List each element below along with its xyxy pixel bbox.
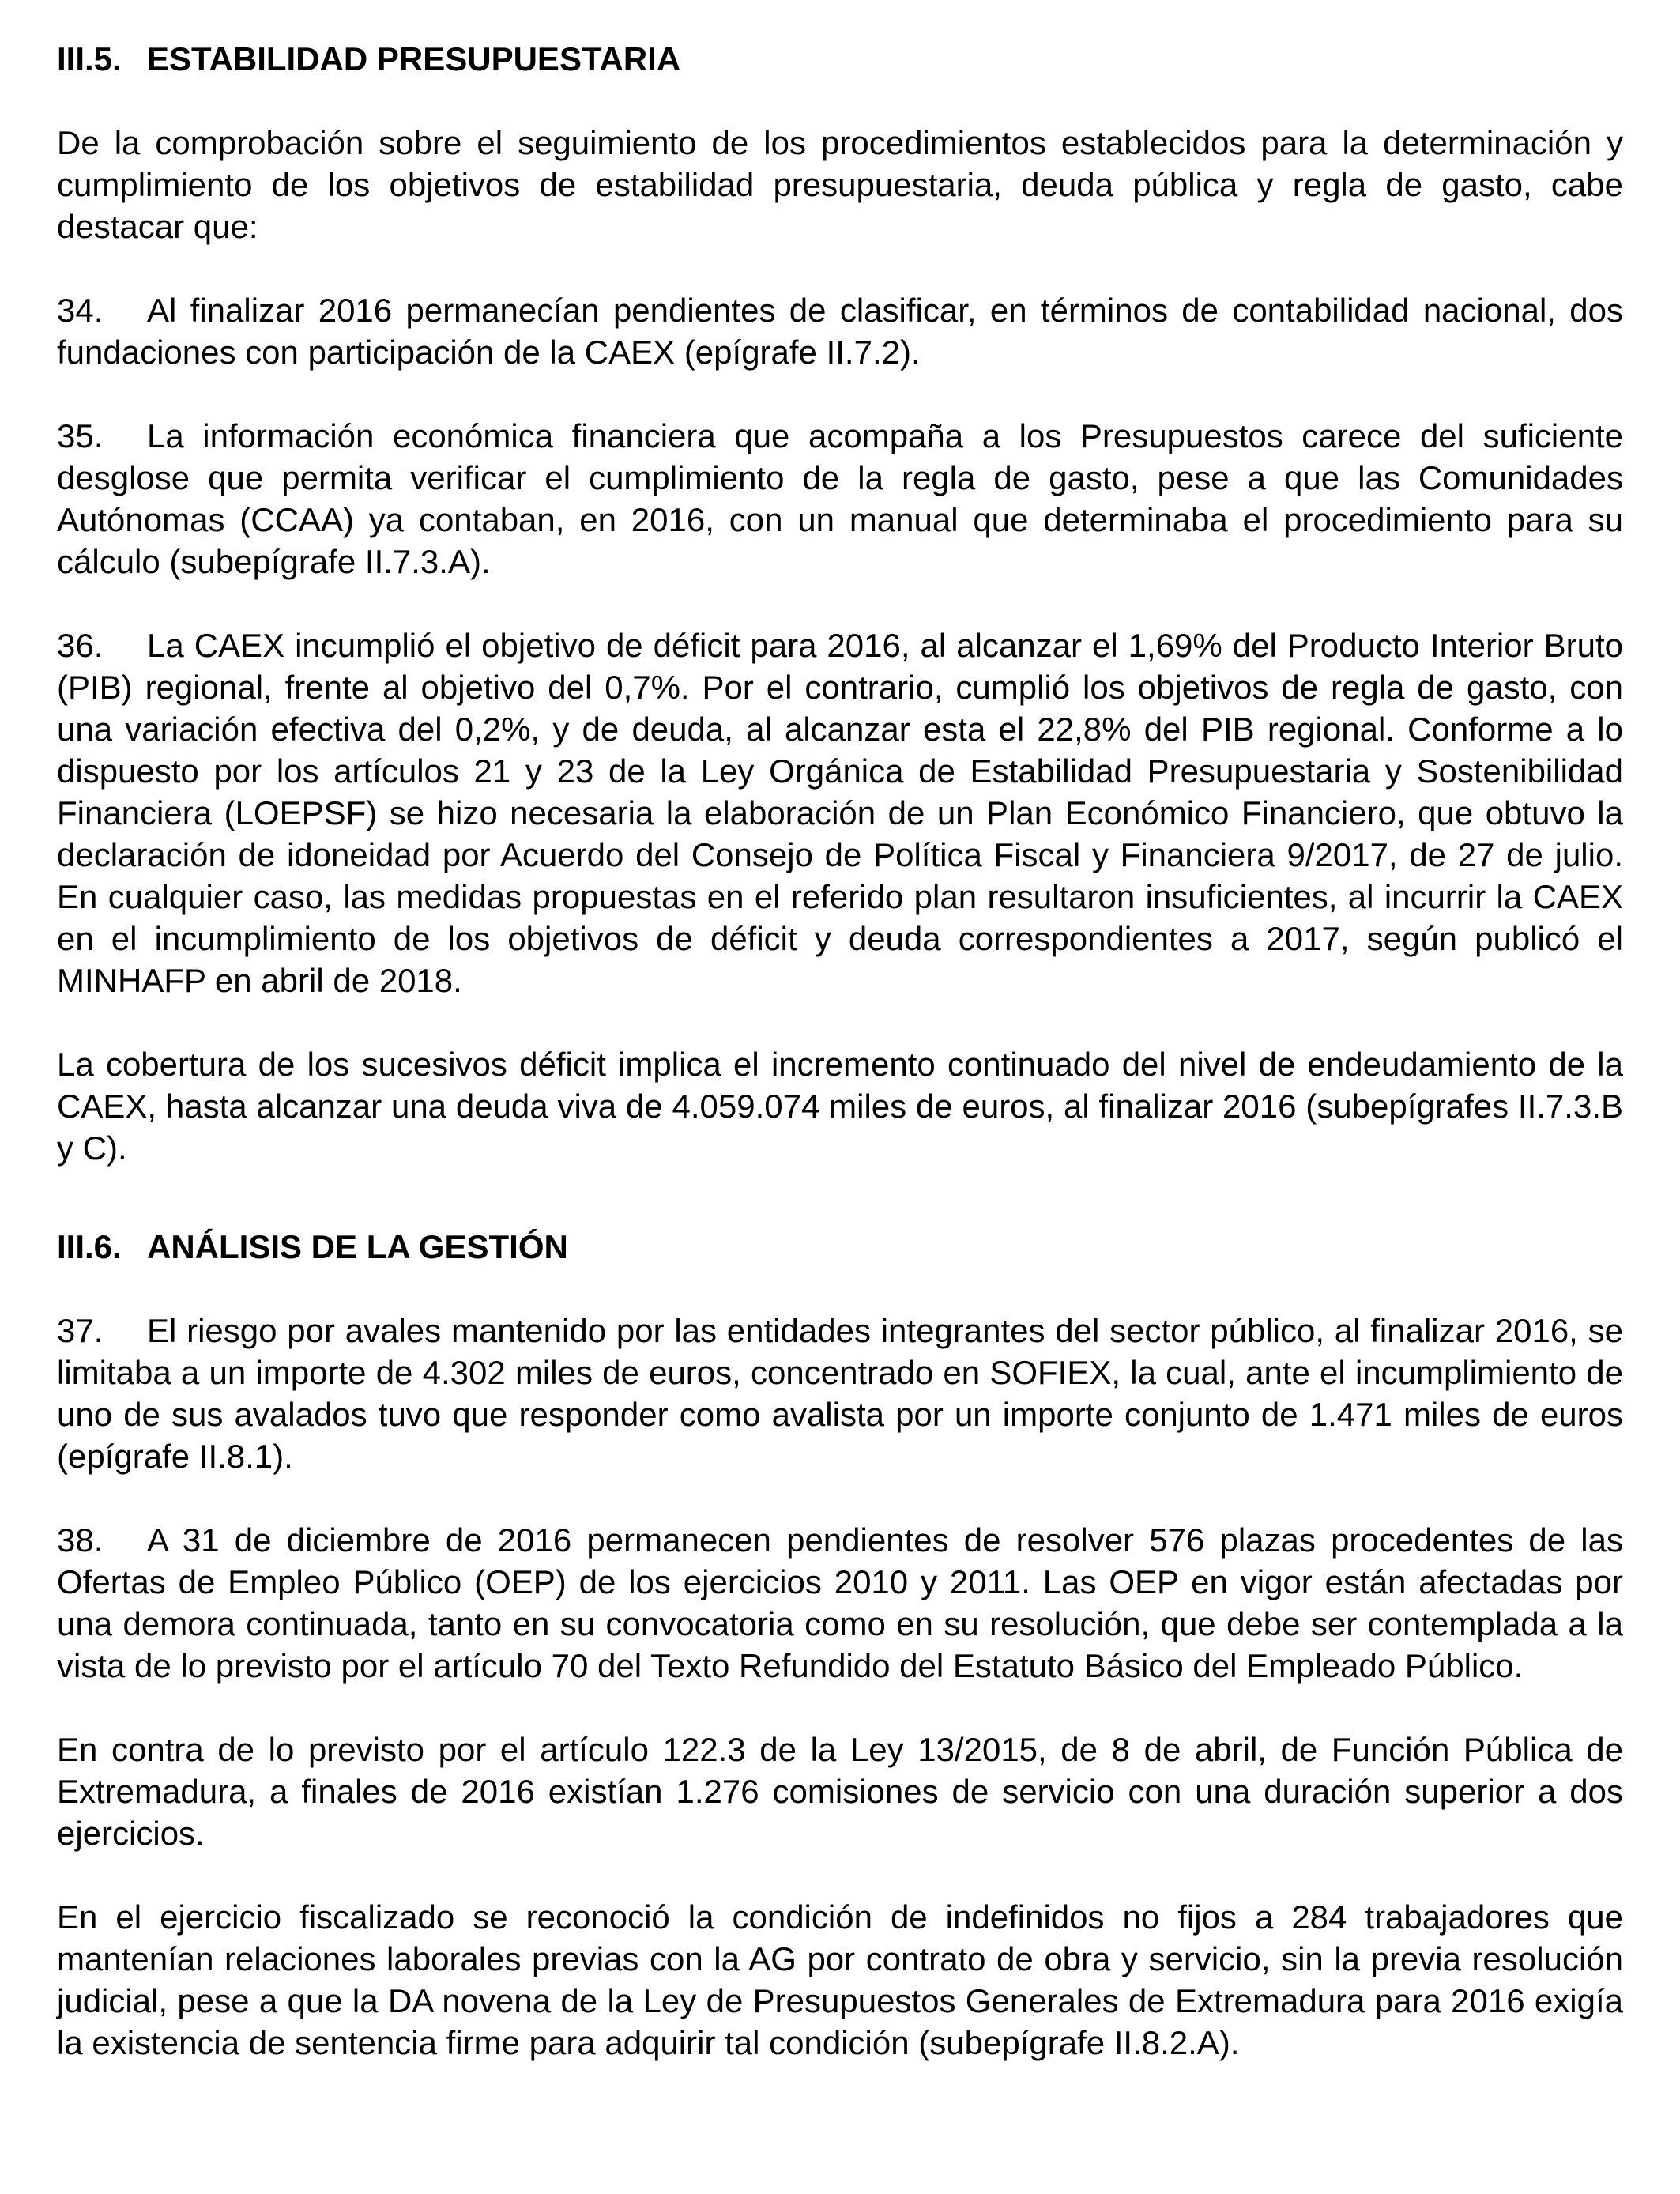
paragraph-36: [57, 624, 1623, 1001]
paragraph-indefinite-workers: En el ejercicio fiscalizado se reconoció la condición de indefinidos no fijos a 284 trabajadores que mantenían relaciones laborales previas con la AG por contrato de obra y servicio, sin la previa resolución judicial, pese a que la DA novena de la Ley de Presupuestos Generales de Extremadura para 2016 exigía la existencia de sentencia firme para adquirir tal condición (subepígrafe II.8.2.A).: [57, 1898, 1623, 2061]
section-title: ESTABILIDAD PRESUPUESTARIA: [147, 40, 681, 77]
paragraph-number: 34.: [57, 292, 104, 329]
paragraph-37: [57, 1310, 1623, 1477]
paragraph-35: [57, 415, 1623, 582]
section-heading-management: [57, 1226, 1623, 1268]
paragraph-34: [57, 289, 1623, 373]
section-title: ANÁLISIS DE LA GESTIÓN: [147, 1228, 568, 1265]
paragraph-38: [57, 1519, 1623, 1687]
paragraph-text: Al finalizar 2016 permanecían pendientes de clasificar, en términos de contabilidad nacional, dos fundaciones con participación de la CAEX (epígrafe II.7.2).: [57, 292, 1623, 371]
paragraph-number: 36.: [57, 627, 104, 664]
paragraph-debt-coverage: La cobertura de los sucesivos déficit implica el incremento continuado del nivel de endeudamiento de la CAEX, hasta alcanzar una deuda viva de 4.059.074 miles de euros, al finalizar 2016 (subepígrafes II.7.3.B y C).: [57, 1046, 1623, 1167]
paragraph-text: La CAEX incumplió el objetivo de déficit para 2016, al alcanzar el 1,69% del Producto Interior Bruto (PIB) regional, frente al objetivo del 0,7%. Por el contrario, cumplió los objetivos de regla de gasto, con una variación efectiva del 0,2%, y de deuda, al alcanzar esta el 22,8% del PIB regional. Conforme a lo dispuesto por los artículos 21 y 23 de la Ley Orgánica de Estabilidad Presupuestaria y Sostenibilidad Financiera (LOEPSF) se hizo necesaria la elaboración de un Plan Económico Financiero, que obtuvo la declaración de idoneidad por Acuerdo del Consejo de Política Fiscal y Financiera 9/2017, de 27 de julio. En cualquier caso, las medidas propuestas en el referido plan resultaron insuficientes, al incurrir la CAEX en el incumplimiento de los objetivos de déficit y deuda correspondientes a 2017, según publicó el MINHAFP en abril de 2018.: [57, 627, 1623, 999]
paragraph-text: El riesgo por avales mantenido por las entidades integrantes del sector público, al finalizar 2016, se limitaba a un importe de 4.302 miles de euros, concentrado en SOFIEX, la cual, ante el incumplimiento de uno de sus avalados tuvo que responder como avalista por un importe conjunto de 1.471 miles de euros (epígrafe II.8.1).: [57, 1312, 1623, 1475]
document-page: [57, 38, 1623, 2064]
section-number: III.6.: [57, 1228, 122, 1265]
section-number: III.5.: [57, 40, 122, 77]
section-heading-stability: [57, 38, 1623, 80]
paragraph-text: La información económica financiera que acompaña a los Presupuestos carece del suficiente desglose que permita verificar el cumplimiento de la regla de gasto, pese a que las Comunidades Autónomas (CCAA) ya contaban, en 2016, con un manual que determinaba el procedimiento para su cálculo (subepígrafe II.7.3.A).: [57, 417, 1623, 580]
paragraph-text: A 31 de diciembre de 2016 permanecen pendientes de resolver 576 plazas procedentes de las Ofertas de Empleo Público (OEP) de los ejercicios 2010 y 2011. Las OEP en vigor están afectadas por una demora continuada, tanto en su convocatoria como en su resolución, que debe ser contemplada a la vista de lo previsto por el artículo 70 del Texto Refundido del Estatuto Básico del Empleado Público.: [57, 1521, 1623, 1684]
paragraph-number: 35.: [57, 417, 104, 454]
paragraph-number: 38.: [57, 1521, 104, 1559]
paragraph-number: 37.: [57, 1312, 104, 1349]
section-intro: De la comprobación sobre el seguimiento de los procedimientos establecidos para la determinación y cumplimiento de los objetivos de estabilidad presupuestaria, deuda pública y regla de gasto, cabe destacar que:: [57, 124, 1623, 245]
paragraph-commissions: En contra de lo previsto por el artículo 122.3 de la Ley 13/2015, de 8 de abril, de Función Pública de Extremadura, a finales de 2016 existían 1.276 comisiones de servicio con una duración superior a dos ejercicios.: [57, 1731, 1623, 1852]
